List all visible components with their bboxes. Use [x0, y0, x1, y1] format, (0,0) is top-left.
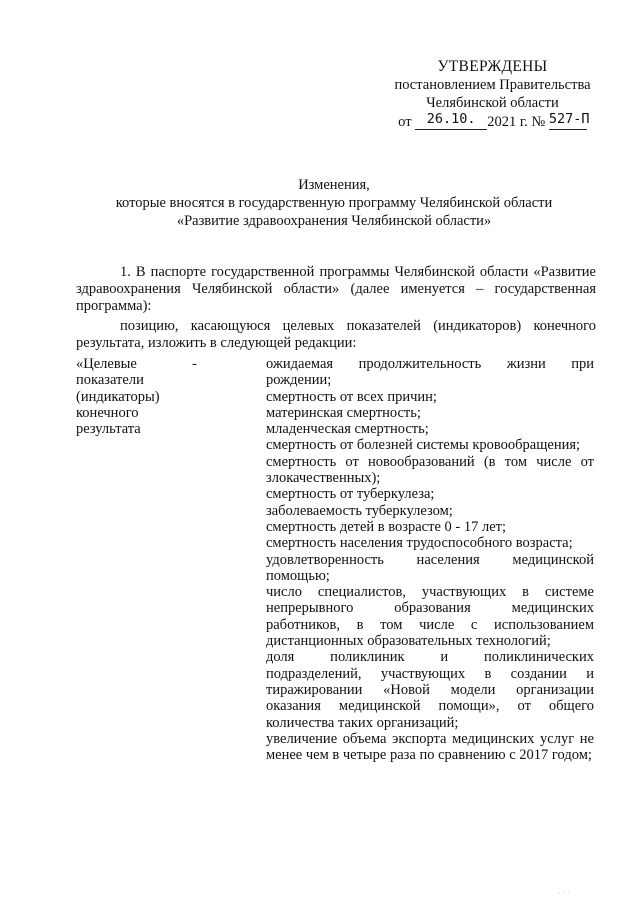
indicator-item: смертность населения трудоспособного возраста; [266, 535, 573, 552]
indicator-item: заболеваемость туберкулезом; [266, 502, 453, 519]
indicator-item: смертность от болезней системы кровообращения; [266, 437, 581, 454]
paragraph-2: позицию, касающуюся целевых показателей (индикаторов) конечного результата, изложить в следующей редакции: [76, 318, 596, 351]
document-heading [60, 176, 608, 230]
approval-block [380, 58, 605, 131]
heading-line-2: которые вносятся в государственную программу Челябинской области [115, 195, 553, 211]
heading-line-3: «Развитие здравоохранения Челябинской области» [176, 213, 492, 229]
approval-line-1: постановлением Правительства [394, 77, 591, 93]
indicator-item: смертность от туберкулеза; [266, 486, 435, 503]
indicators-dash: - [192, 356, 197, 372]
heading-line-1: Изменения, [298, 177, 370, 193]
date-prefix: от [398, 114, 412, 130]
indicator-item: смертность от всех причин; [266, 388, 437, 405]
handwritten-date: 26.10. [426, 111, 476, 127]
number-underline [548, 111, 590, 130]
approval-line-2: Челябинской области [426, 95, 559, 111]
indicator-item: увеличение объема экспорта медицинских услуг не менее чем в четыре раза по сравнению с 2017 годом; [266, 730, 594, 764]
handwritten-number: 527-П [548, 111, 590, 127]
scan-corner-mark: · · · [558, 889, 571, 898]
indicator-item: младенческая смертность; [266, 421, 429, 438]
approval-title: УТВЕРЖДЕНЫ [437, 58, 548, 75]
approval-date-line [380, 113, 605, 131]
indicators-label: «Целевые показатели (индикаторы) конечного результата [76, 356, 160, 438]
indicator-item: удовлетворенность населения медицинской помощью; [266, 551, 594, 584]
indicator-item: материнская смертность; [266, 404, 421, 421]
indicator-item: смертность детей в возрасте 0 - 17 лет; [266, 518, 507, 535]
indicators-list [266, 356, 594, 763]
indicator-item: ожидаемая продолжительность жизни при рождении; [266, 356, 594, 389]
date-underline [415, 111, 487, 130]
date-year: 2021 г. № [487, 114, 546, 130]
paragraph-1: 1. В паспорте государственной программы Челябинской области «Развитие здравоохранения Челябинской области» (далее именуется – государственная программа): [76, 264, 596, 314]
indicator-item: число специалистов, участвующих в системе непрерывного образования медицинских работников, в том числе с использованием дистанционных образовательных технологий; [266, 584, 594, 650]
indicator-item: смертность от новообразований (в том числе от злокачественных); [266, 453, 594, 487]
indicator-item: доля поликлиник и поликлинических подразделений, участвующих в создании и тиражировании «Новой модели организации оказания медицинской помощи», от общего количества таких организаций; [266, 649, 594, 731]
